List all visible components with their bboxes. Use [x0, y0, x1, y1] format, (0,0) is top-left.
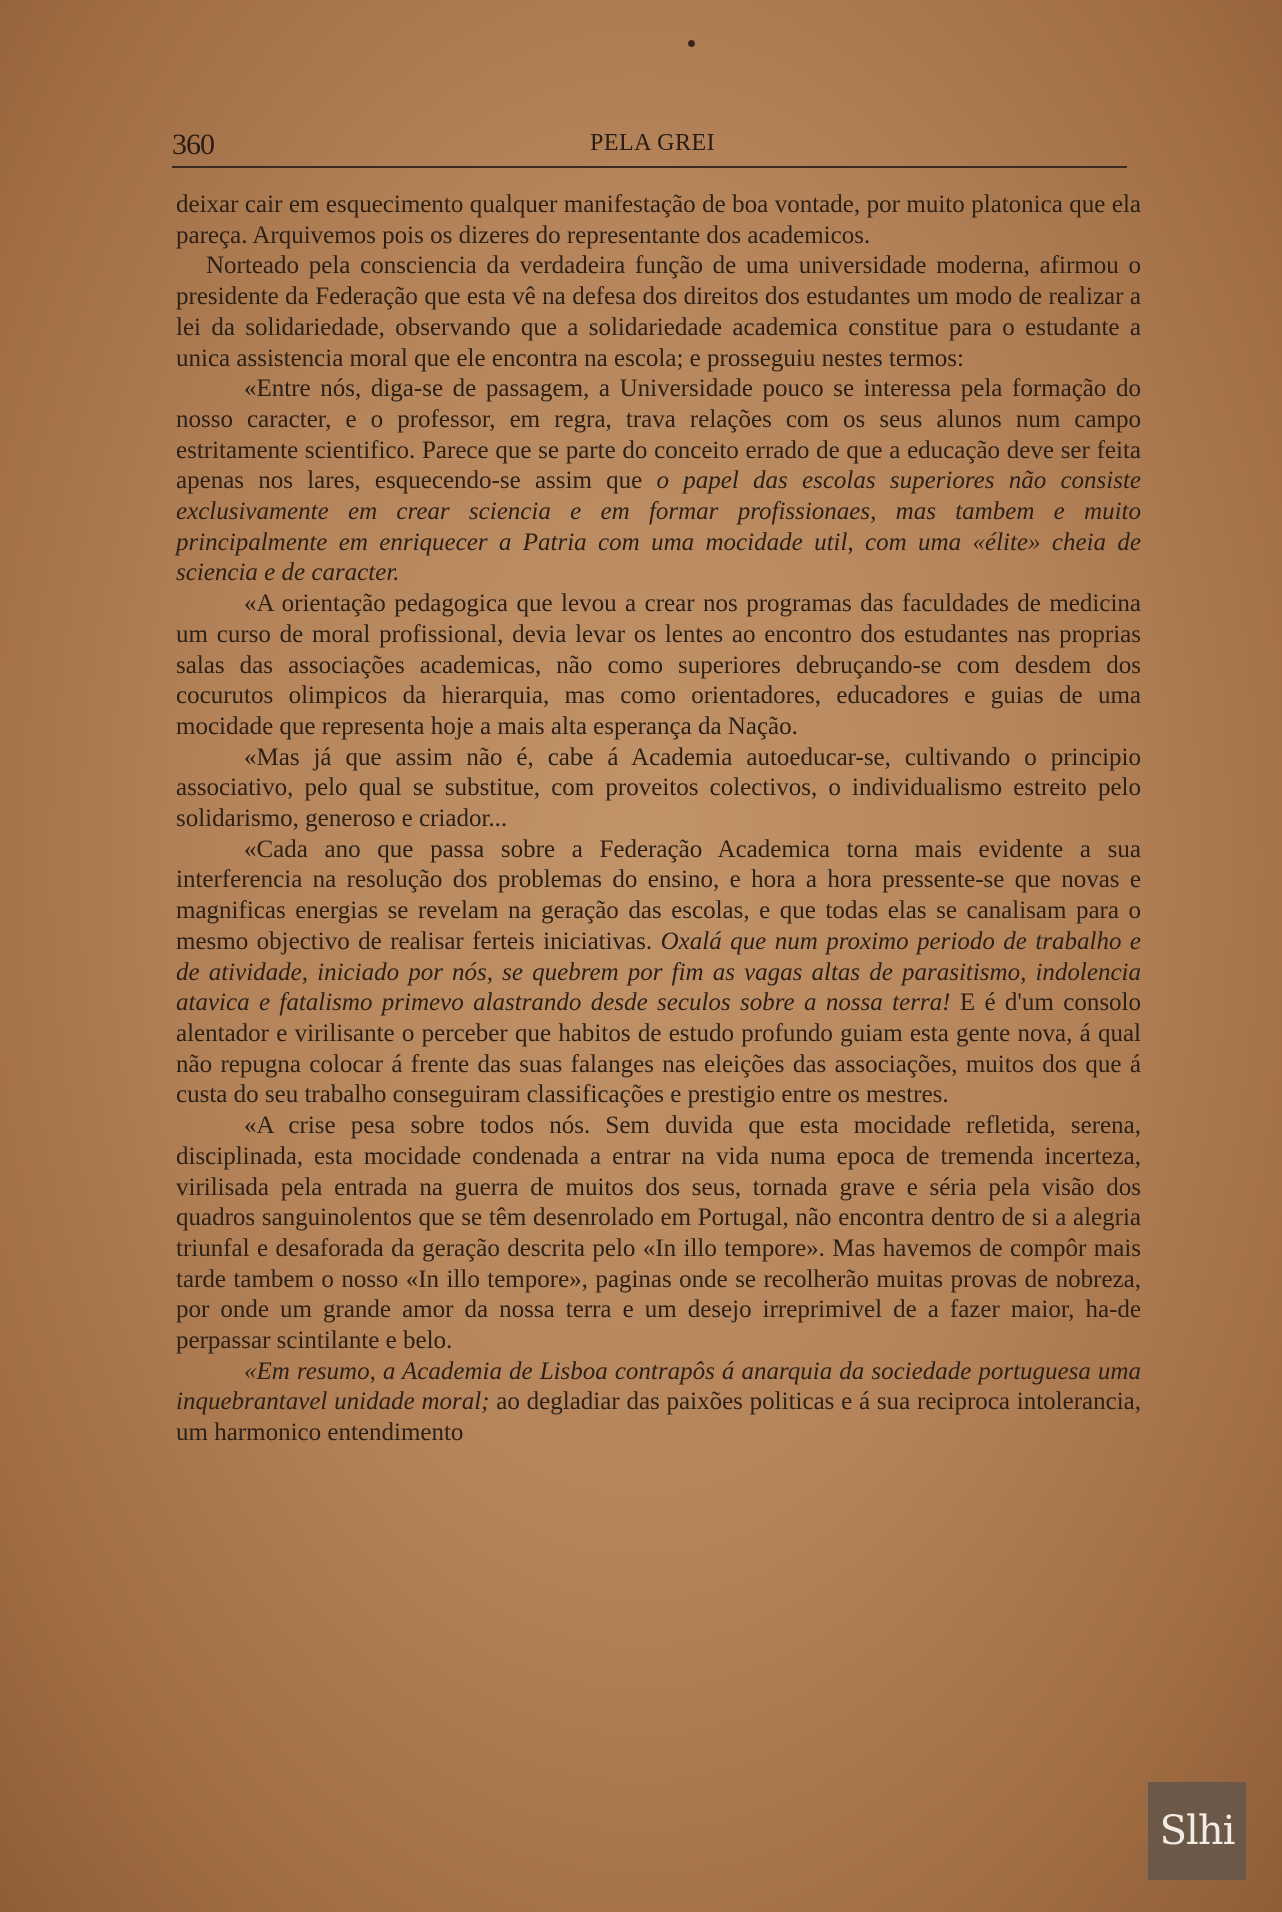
- text-run: E é d'um consolo alentador e virilisante o perceber que habitos de estudo profundo guiam esta gente nova, á qual não repugna colocar á frente das suas falanges nas eleições das associações, muitos dos que á custa do seu trabalho conseguiram classificações e prestigio entre os mestres.: [176, 989, 1141, 1109]
- text-run: «Entre nós, diga-se de passagem, a Universidade pouco se interessa pela formação do nosso caracter, e o professor, em regra, trava relações com os seus alunos num campo estritamente scientifico. Parece que se parte do conceito errado de que a educação deve ser feita apenas nos lares, esquecendo-se assim que: [176, 375, 1141, 495]
- paragraph: [176, 743, 1141, 835]
- paragraph: [176, 1111, 1141, 1357]
- paragraph: [176, 374, 1141, 589]
- text-run: deixar cair em esquecimento qualquer manifestação de boa vontade, por muito platonica que ela pareça. Arquivemos pois os dizeres do representante dos academicos.: [176, 191, 1141, 249]
- text-run: «A orientação pedagogica que levou a crear nos programas das faculdades de medicina um curso de moral profissional, devia levar os lentes ao encontro dos estudantes nas proprias salas das associações academicas, não como superiores debruçando-se com desdem dos cocurutos olimpicos da hierarquia, mas como orientadores, educadores e guias de uma mocidade que representa hoje a mais alta esperança da Nação.: [176, 590, 1141, 740]
- paragraph: [176, 589, 1141, 743]
- italic-text: Oxalá que num proximo periodo de trabalho e de atividade, iniciado por nós, se quebrem por fim as vagas altas de parasitismo, indolencia atavica e fatalismo primevo alastrando desde seculos sobre a nossa terra!: [176, 927, 1141, 1017]
- text-run: ao degladiar das paixões politicas e á sua reciproca intolerancia, um harmonico entendimento: [176, 1388, 1142, 1447]
- text-run: Norteado pela consciencia da verdadeira função de uma universidade moderna, afirmou o presidente da Federação que esta vê na defesa dos direitos dos estudantes um modo de realizar a lei da solidariedade, observando que a solidariedade academica constitue para o estudante a unica assistencia moral que ele encontra na escola; e prosseguiu nestes termos:: [176, 252, 1141, 372]
- library-logo: [1148, 1782, 1246, 1880]
- body-text: [176, 190, 1141, 1449]
- ink-speck: [688, 40, 695, 47]
- text-run: «Mas já que assim não é, cabe á Academia autoeducar-se, cultivando o principio associativo, pelo qual se substitue, com proveitos colectivos, o individualismo estreito pelo solidarismo, generoso e criador...: [176, 743, 1141, 833]
- paragraph: [176, 190, 1141, 251]
- library-logo-text: Slhi: [1159, 1808, 1235, 1854]
- paragraph: [176, 251, 1141, 374]
- page-header: [172, 126, 1127, 168]
- paragraph: [176, 835, 1141, 1111]
- paragraph: [176, 1357, 1141, 1449]
- running-title: PELA GREI: [590, 130, 716, 156]
- text-run: «A crise pesa sobre todos nós. Sem duvida que esta mocidade refletida, serena, disciplinada, esta mocidade condenada a entrar na vida numa epoca de tremenda incerteza, virilisada pela entrada na guerra de muitos dos seus, tornada grave e séria pela visão dos quadros sanguinolentos que se têm desenrolado em Portugal, não encontra dentro de si a alegria triunfal e desaforada da geração descrita pelo «In illo tempore». Mas havemos de compôr mais tarde tambem o nosso «In illo tempore», paginas onde se recolherão muitas provas de nobreza, por onde um grande amor da nossa terra e um desejo irreprimivel de a fazer maior, ha-de perpassar scintilante e belo.: [176, 1112, 1141, 1355]
- italic-text: «Em resumo, a Academia de Lisboa contrapôs á anarquia da sociedade portuguesa uma inquebrantavel unidade moral;: [176, 1357, 1141, 1416]
- italic-text: o papel das escolas superiores não consiste exclusivamente em crear sciencia e em formar profissionaes, mas tambem e muito principalmente em enriquecer a Patria com uma mocidade util, com uma «élite» cheia de sciencia e de caracter.: [176, 467, 1141, 587]
- page-number: 360: [172, 128, 214, 161]
- text-run: «Cada ano que passa sobre a Federação Academica torna mais evidente a sua interferencia na resolução dos problemas do ensino, e hora a hora pressente-se que novas e magnificas energias se revelam na geração das escolas, e que todas elas se canalisam para o mesmo objectivo de realisar ferteis iniciativas.: [176, 835, 1141, 955]
